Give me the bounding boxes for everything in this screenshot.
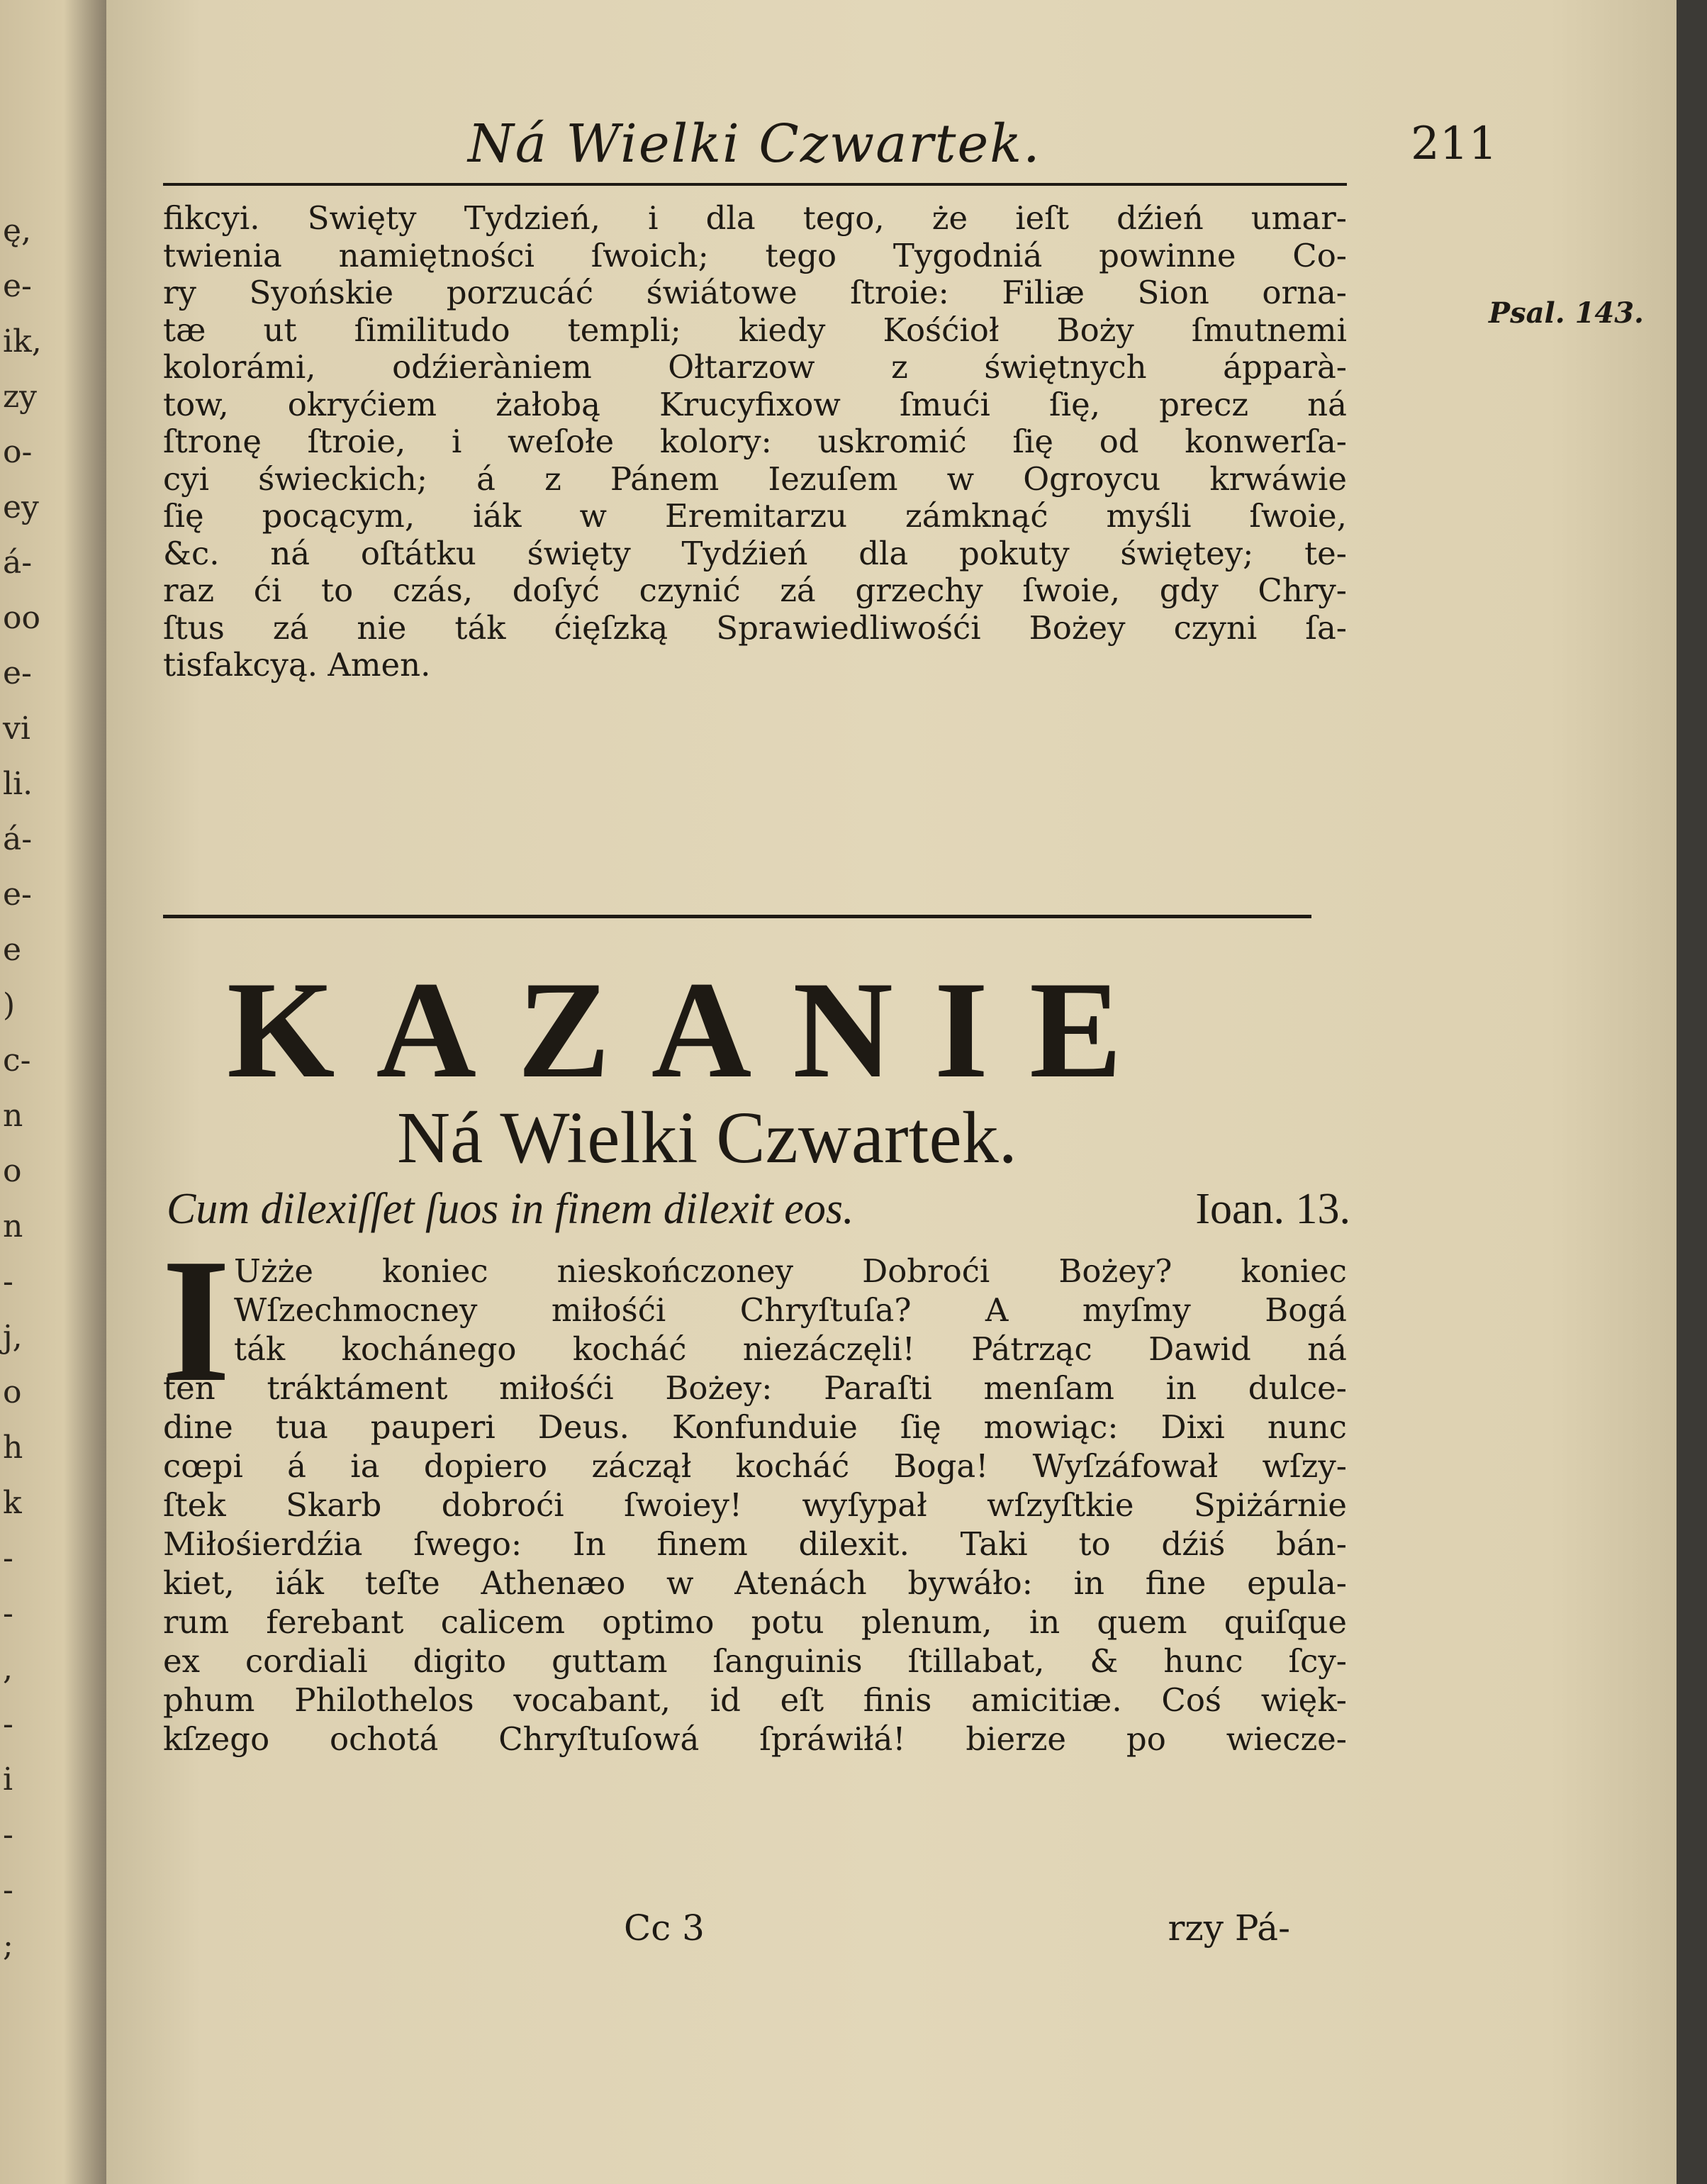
gutter-fragment: oo	[3, 600, 40, 636]
gutter-fragment: li.	[3, 766, 33, 802]
gutter-fragment: o	[3, 1374, 22, 1410]
gutter-fragment: ,	[3, 1651, 13, 1687]
text-line: ſtronę ſtroie, i weſołe kolory: uskromić ſię od konwerſa-	[163, 423, 1347, 460]
gutter-fragment: c-	[3, 1042, 31, 1079]
text-line: dine tua pauperi Deus. Konfunduie ſię mowiąc: Dixi nunc	[163, 1408, 1347, 1446]
sermon-opening-paragraph	[163, 1252, 1347, 1759]
text-line: kiet, iák teſte Athenæo w Atenách bywáło: in fine epula-	[163, 1564, 1347, 1602]
gutter-fragment: -	[3, 1817, 13, 1853]
text-line: ſtek Skarb dobroći ſwoiey! wyſypał wſzyſtkie Spiżárnie	[163, 1486, 1347, 1524]
text-line: ex cordiali digito guttam ſanguinis ſtillabat, & hunc ſcy-	[163, 1642, 1347, 1680]
gutter-fragment: -	[3, 1540, 13, 1576]
gutter-fragment: k	[3, 1485, 22, 1521]
gutter-fragment: ik,	[3, 323, 42, 360]
page-number: 211	[1411, 118, 1498, 170]
gutter-fragment: -	[3, 1595, 13, 1632]
signature-mark: Cc 3	[624, 1907, 705, 1949]
text-line: cyi świeckich; á z Pánem Iezuſem w Ogroycu krwáwie	[163, 459, 1347, 498]
text-line: rum ferebant calicem optimo potu plenum, in quem quiſque	[163, 1603, 1347, 1641]
gutter-fragment: -	[3, 1264, 13, 1300]
epigraph-reference: Ioan. 13.	[1195, 1185, 1350, 1233]
gutter-fragment: h	[3, 1430, 23, 1466]
gutter-fragment: e-	[3, 876, 32, 913]
text-line: ten tráktáment miłośći Bożey: Paraſti menſam in dulce-	[163, 1369, 1347, 1407]
text-line: cœpi á ia dopiero záczął kocháć Boga! Wyſzáfował wſzy-	[163, 1447, 1347, 1485]
epigraph-latin: Cum dilexiſſet ſuos in finem dilexit eos.	[167, 1185, 854, 1233]
text-line: fikcyi. Swięty Tydzień, i dla tego, że ieſt dźień umar-	[163, 199, 1347, 237]
text-line: raz ći to czás, doſyć czynić zá grzechy ſwoie, gdy Chry-	[163, 572, 1347, 609]
gutter-fragment: e	[3, 932, 22, 968]
margin-note: Psal. 143.	[1489, 296, 1644, 330]
gutter-fragment: )	[3, 987, 16, 1023]
closing-paragraph	[163, 200, 1347, 684]
gutter-fragment: e-	[3, 268, 32, 304]
gutter-fragment: á-	[3, 545, 33, 581]
text-line: ry Syońskie porzucáć świátowe ſtroie: Filiæ Sion orna-	[163, 274, 1347, 311]
text-line: ſię pocącym, iák w Eremitarzu zámknąć myśli ſwoie,	[163, 497, 1347, 535]
section-divider-rule	[163, 915, 1311, 918]
gutter-fragment: n	[3, 1208, 23, 1244]
gutter-fragment: o-	[3, 434, 33, 470]
running-title: Ná Wielki Czwartek.	[468, 113, 1041, 174]
gutter-fragment: vi	[3, 711, 30, 747]
gutter-fragment: -	[3, 1872, 13, 1908]
text-line: tæ ut ſimilitudo templi; kiedy Kośćioł Boży ſmutnemi	[163, 311, 1347, 349]
text-line: kolorámi, odźieràniem Ołtarzow z świętnych ápparà-	[163, 348, 1347, 386]
text-line: Miłośierdźia ſwego: In finem dilexit. Taki to dźiś bán-	[163, 1525, 1347, 1563]
text-line: phum Philothelos vocabant, id eſt finis amicitiæ. Coś więk-	[163, 1681, 1347, 1719]
gutter-fragment: i	[3, 1761, 13, 1798]
text-line: tow, okryćiem żałobą Krucyfixow ſmući ſię, precz ná	[163, 385, 1347, 423]
sermon-subtitle: Ná Wielki Czwartek.	[397, 1097, 1017, 1179]
gutter-fragment: j,	[3, 1319, 23, 1355]
gutter-fragment: zy	[3, 379, 38, 415]
gutter-fragment: á-	[3, 821, 33, 857]
text-line: ſtus zá nie ták ćięſzką Sprawiedliwośći Bożey czyni ſa-	[163, 608, 1347, 647]
previous-page-gutter	[0, 0, 106, 2184]
gutter-fragment: ;	[3, 1927, 13, 1963]
sermon-heading: KAZANIE	[227, 953, 1163, 1107]
epigraph	[167, 1184, 1350, 1235]
text-line: twienia namiętności ſwoich; tego Tygodniá powinne Co-	[163, 236, 1347, 274]
header-rule	[163, 183, 1347, 186]
gutter-fragment: -	[3, 1706, 13, 1742]
text-line: kſzego ochotá Chryſtuſowá ſpráwiłá! bierze po wiecze-	[163, 1720, 1347, 1758]
catchword: rzy Pá-	[1168, 1907, 1290, 1949]
page-header	[362, 113, 1496, 177]
page-edge-shadow	[1677, 0, 1707, 2184]
text-line: &c. ná oſtátku święty Tydźień dla pokuty świętey; te-	[163, 534, 1347, 572]
text-line: ták kochánego kocháć niezáczęli! Pátrząc Dawid ná	[234, 1330, 1347, 1368]
gutter-fragment: o	[3, 1153, 22, 1189]
gutter-fragment: ę,	[3, 213, 32, 249]
gutter-fragment: e-	[3, 655, 32, 691]
text-line: Wſzechmocney miłośći Chryſtuſa? A myſmy Bogá	[234, 1291, 1347, 1329]
drop-cap: I	[162, 1222, 231, 1419]
gutter-fragment: ey	[3, 489, 39, 525]
text-line: tisfakcyą. Amen.	[163, 646, 431, 684]
text-line: Użże koniec nieskończoney Dobroći Bożey? koniec	[234, 1252, 1347, 1290]
gutter-fragment: n	[3, 1098, 23, 1134]
